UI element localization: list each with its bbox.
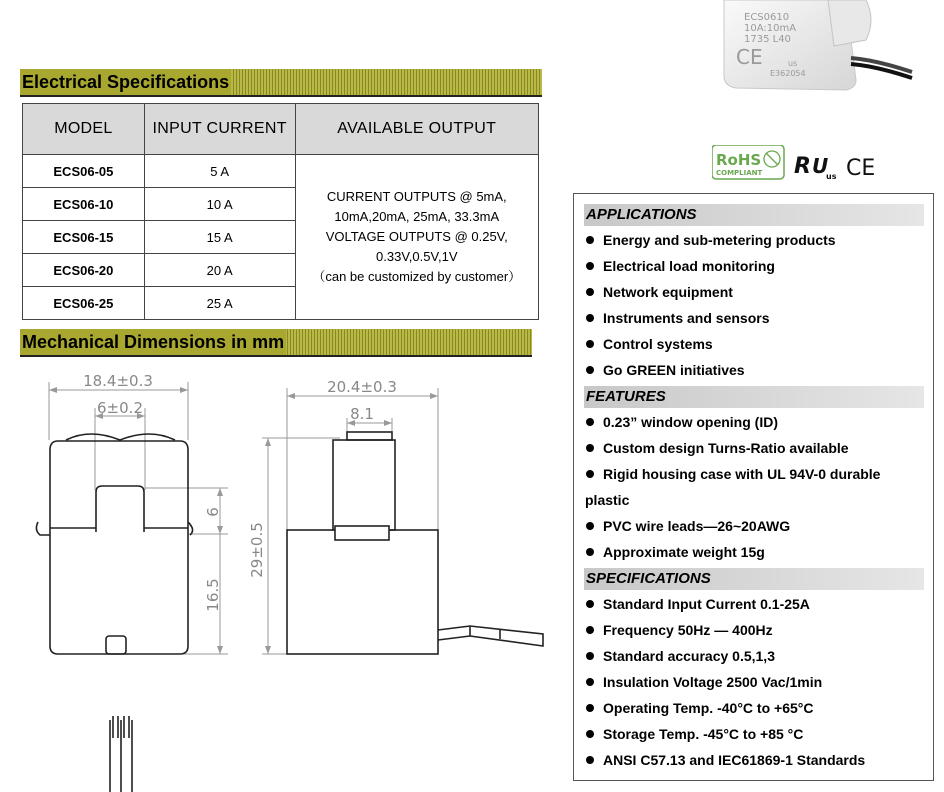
list-item: Rigid housing case with UL 94V-0 durable bbox=[586, 466, 880, 482]
rohs-logo bbox=[712, 145, 784, 179]
list-item: 0.23” window opening (ID) bbox=[586, 414, 778, 430]
list-item: Insulation Voltage 2500 Vac/1min bbox=[586, 674, 822, 690]
certification-logos bbox=[712, 145, 882, 185]
bullet-icon bbox=[586, 730, 594, 738]
bullet-icon bbox=[586, 652, 594, 660]
bullet-icon bbox=[586, 288, 594, 296]
bullet-icon bbox=[586, 470, 594, 478]
photo-ce-mark: CE bbox=[736, 45, 763, 69]
bullet-icon bbox=[586, 340, 594, 348]
mechanical-dimensions-title: Mechanical Dimensions in mm bbox=[20, 329, 286, 355]
output-line: CURRENT OUTPUTS @ 5mA, bbox=[326, 189, 507, 204]
list-item: Electrical load monitoring bbox=[586, 258, 775, 274]
print-line: 10A:10mA bbox=[744, 23, 797, 34]
electrical-specs-table bbox=[22, 103, 539, 320]
ul-recognized-logo bbox=[794, 154, 837, 181]
current-cell: 25 A bbox=[144, 287, 295, 320]
applications-title: APPLICATIONS bbox=[584, 204, 924, 226]
list-item: Storage Temp. -45°C to +85 °C bbox=[586, 726, 803, 742]
table-header-row bbox=[23, 104, 539, 155]
electrical-specs-title: Electrical Specifications bbox=[20, 69, 231, 95]
current-cell: 5 A bbox=[144, 155, 295, 188]
wire-leads bbox=[110, 716, 132, 792]
list-item: Control systems bbox=[586, 336, 713, 352]
bullet-icon bbox=[586, 704, 594, 712]
photo-file-number: E362054 bbox=[770, 69, 806, 78]
mechanical-drawing bbox=[0, 360, 560, 792]
dim-height-total: 29±0.5 bbox=[248, 522, 266, 578]
current-cell: 15 A bbox=[144, 221, 295, 254]
model-cell: ECS06-25 bbox=[23, 287, 145, 320]
front-view bbox=[36, 434, 192, 654]
bullet-icon bbox=[586, 522, 594, 530]
list-item: Operating Temp. -40°C to +65°C bbox=[586, 700, 813, 716]
print-line: 1735 L40 bbox=[744, 34, 791, 45]
print-line: ECS0610 bbox=[744, 12, 790, 23]
bullet-icon bbox=[586, 314, 594, 322]
output-line: 0.33V,0.5V,1V bbox=[376, 249, 458, 264]
list-item-continued: plastic bbox=[585, 492, 630, 508]
svg-text:U: U bbox=[812, 154, 829, 178]
available-output-cell bbox=[295, 155, 538, 320]
output-line: VOLTAGE OUTPUTS @ 0.25V, bbox=[325, 229, 508, 244]
list-item: Energy and sub-metering products bbox=[586, 232, 836, 248]
bullet-icon bbox=[586, 548, 594, 556]
list-item: Standard Input Current 0.1-25A bbox=[586, 596, 810, 612]
bullet-icon bbox=[586, 366, 594, 374]
dim-window: 6±0.2 bbox=[97, 399, 143, 417]
bullet-icon bbox=[586, 626, 594, 634]
list-item: Custom design Turns-Ratio available bbox=[586, 440, 849, 456]
dim-height-low: 16.5 bbox=[204, 578, 222, 612]
svg-text:R: R bbox=[794, 154, 811, 179]
bullet-icon bbox=[586, 444, 594, 452]
bullet-icon bbox=[586, 262, 594, 270]
bullet-icon bbox=[586, 678, 594, 686]
header-model: MODEL bbox=[23, 104, 145, 155]
list-item: Approximate weight 15g bbox=[586, 544, 765, 560]
model-cell: ECS06-20 bbox=[23, 254, 145, 287]
svg-text:us: us bbox=[826, 172, 837, 181]
table-row bbox=[23, 155, 539, 188]
list-item: Instruments and sensors bbox=[586, 310, 770, 326]
side-view bbox=[287, 432, 543, 654]
list-item: Frequency 50Hz — 400Hz bbox=[586, 622, 773, 638]
photo-ul-mark: us bbox=[788, 59, 798, 68]
dim-gap: 6 bbox=[204, 507, 222, 517]
model-cell: ECS06-15 bbox=[23, 221, 145, 254]
current-cell: 10 A bbox=[144, 188, 295, 221]
model-cell: ECS06-10 bbox=[23, 188, 145, 221]
bullet-icon bbox=[586, 756, 594, 764]
bullet-icon bbox=[586, 418, 594, 426]
list-item: ANSI C57.13 and IEC61869-1 Standards bbox=[586, 752, 865, 768]
electrical-specs-header bbox=[20, 69, 542, 95]
dim-width-a: 18.4±0.3 bbox=[83, 372, 153, 390]
model-cell: ECS06-05 bbox=[23, 155, 145, 188]
list-item: PVC wire leads—26~20AWG bbox=[586, 518, 790, 534]
bullet-icon bbox=[586, 236, 594, 244]
product-photo bbox=[716, 0, 936, 100]
list-item: Standard accuracy 0.5,1,3 bbox=[586, 648, 775, 664]
svg-text:COMPLIANT: COMPLIANT bbox=[716, 169, 763, 177]
specifications-title: SPECIFICATIONS bbox=[584, 568, 924, 590]
output-line: （can be customized by customer） bbox=[312, 269, 522, 284]
product-info-panel bbox=[573, 193, 934, 781]
current-cell: 20 A bbox=[144, 254, 295, 287]
mechanical-dimensions-header bbox=[20, 329, 532, 355]
features-title: FEATURES bbox=[584, 386, 924, 408]
header-input-current: INPUT CURRENT bbox=[144, 104, 295, 155]
bullet-icon bbox=[586, 600, 594, 608]
list-item: Network equipment bbox=[586, 284, 733, 300]
dim-width-b: 20.4±0.3 bbox=[327, 378, 397, 396]
header-available-output: AVAILABLE OUTPUT bbox=[295, 104, 538, 155]
dim-depth: 8.1 bbox=[350, 405, 374, 423]
ce-logo: CE bbox=[846, 156, 876, 181]
output-line: 10mA,20mA, 25mA, 33.3mA bbox=[334, 209, 500, 224]
svg-text:RoHS: RoHS bbox=[716, 151, 762, 169]
list-item: Go GREEN initiatives bbox=[586, 362, 745, 378]
